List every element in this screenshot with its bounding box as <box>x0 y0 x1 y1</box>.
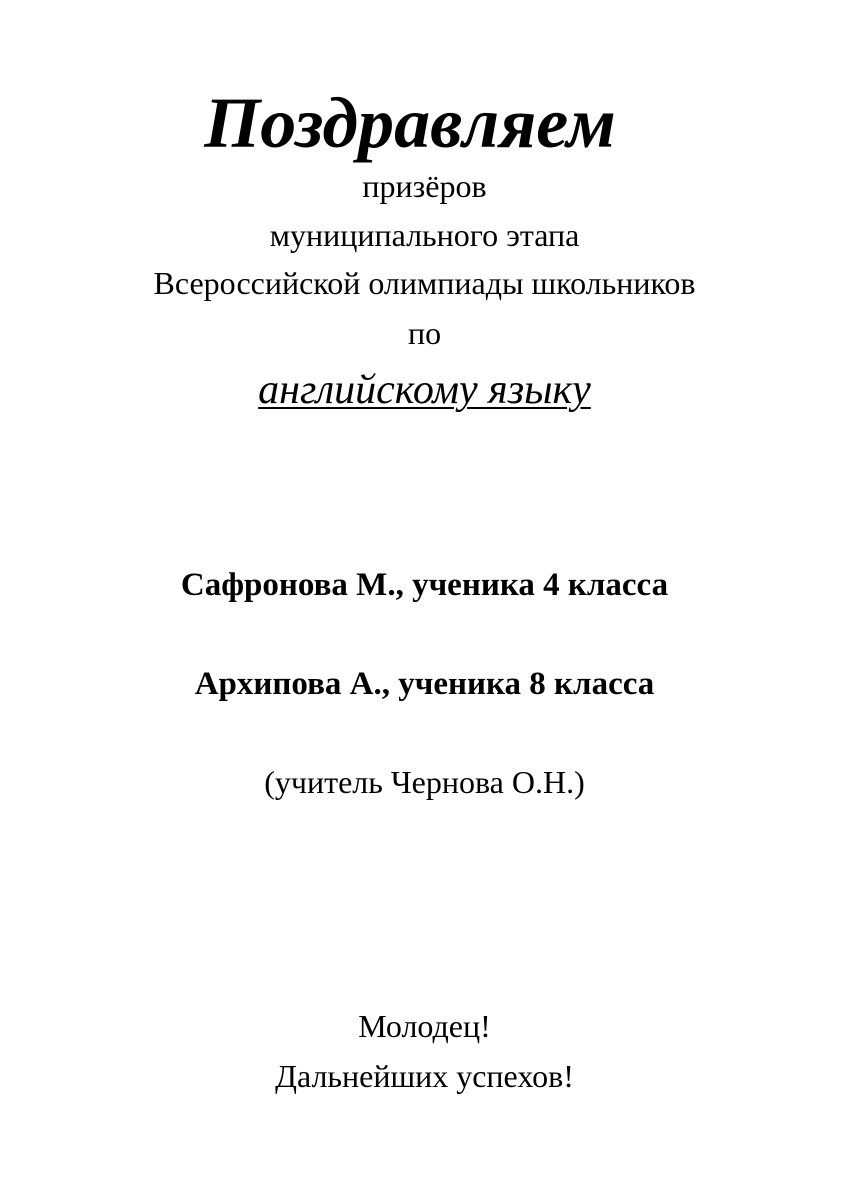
intro-line-municipal-stage: муниципального этапа <box>269 217 580 253</box>
subject-title-text: английскому языку <box>258 367 591 413</box>
intro-line-olympiad: Всероссийской олимпиады школьников <box>153 265 696 301</box>
intro-line-preposition: по <box>407 315 442 351</box>
closing-wishes: Дальнейших успехов! <box>275 1058 574 1094</box>
subject-title <box>0 364 849 416</box>
winner-entry: Сафронова М., ученика 4 класса <box>180 567 669 603</box>
teacher-note: (учитель Чернова О.Н.) <box>264 764 585 800</box>
congratulations-heading: Поздравляем <box>204 83 616 163</box>
closing-praise: Молодец! <box>358 1008 491 1044</box>
winner-entry: Архипова А., ученика 8 класса <box>194 666 655 702</box>
intro-line-prizewinners: призёров <box>362 168 487 204</box>
